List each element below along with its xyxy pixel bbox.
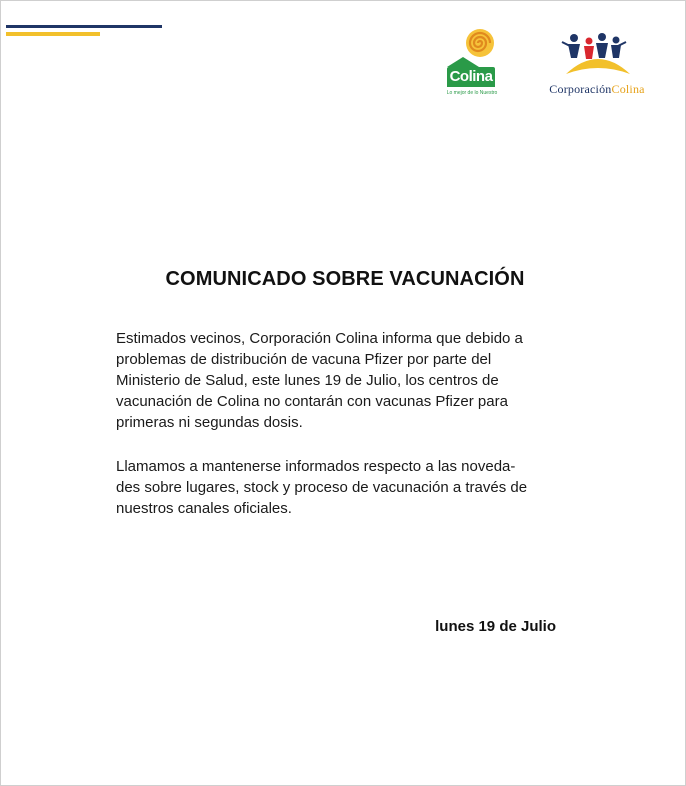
children-figures-icon xyxy=(560,28,636,84)
paragraph-line: nuestros canales oficiales. xyxy=(116,500,292,517)
paragraph-line: Ministerio de Salud, este lunes 19 de Julio, los centros de xyxy=(116,372,499,389)
sun-spiral-icon xyxy=(440,26,502,100)
paragraph-line: primeras ni segundas dosis. xyxy=(116,414,303,431)
document-date: lunes 19 de Julio xyxy=(435,618,556,635)
colina-logo xyxy=(440,26,502,100)
announcement-paragraph-1 xyxy=(116,328,576,433)
paragraph-line: des sobre lugares, stock y proceso de vacunación a través de xyxy=(116,479,528,496)
paragraph-line: Estimados vecinos, Corporación Colina informa que debido a xyxy=(116,330,523,347)
colina-logo-wordmark: Colina xyxy=(447,67,495,87)
paragraph-line: vacunación de Colina no contarán con vacunas Pfizer para xyxy=(116,393,508,410)
paragraph-line: problemas de distribución de vacuna Pfizer por parte del xyxy=(116,351,492,368)
decorative-gold-bar xyxy=(6,32,100,36)
paragraph-line: Llamamos a mantenerse informados respecto a las noveda- xyxy=(116,458,516,475)
corporacion-wordmark-part2: Colina xyxy=(611,82,645,96)
corporacion-wordmark-part1: Corporación xyxy=(549,82,612,96)
corporacion-colina-logo xyxy=(560,28,636,84)
colina-logo-tagline: Lo mejor de lo Nuestro xyxy=(446,90,498,96)
corporacion-colina-wordmark xyxy=(524,82,670,97)
page-title: COMUNICADO SOBRE VACUNACIÓN xyxy=(165,268,525,290)
announcement-paragraph-2 xyxy=(116,456,576,519)
decorative-navy-bar xyxy=(6,25,162,28)
